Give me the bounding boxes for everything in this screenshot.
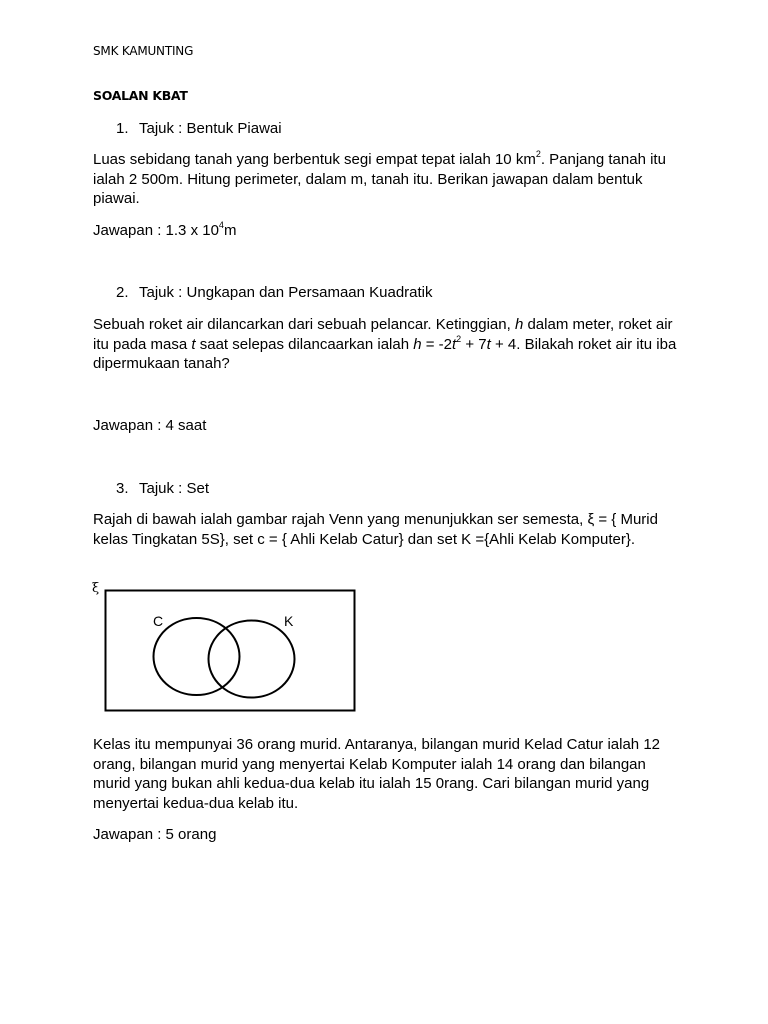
question-1-superscript: 2	[535, 149, 541, 159]
universal-set-symbol: ξ	[92, 581, 100, 596]
question-3-text: Rajah di bawah ialah gambar rajah Venn yang menunjukkan ser semesta, ξ = { Murid kelas Tingkatan 5S}, set c = { Ahli Kelab Catur} dan set K ={Ahli Kelab Komputer}.	[93, 511, 658, 548]
variable-t: t	[486, 335, 491, 353]
question-2-text-part: + 7	[461, 335, 487, 353]
answer-superscript: 4	[218, 220, 224, 230]
question-2-topic: Tajuk : Ungkapan dan Persamaan Kuadratik	[139, 284, 433, 301]
question-2-text-part: Sebuah roket air dilancarkan dari sebuah pelancar. Ketinggian,	[93, 316, 515, 333]
question-1-topic: Tajuk : Bentuk Piawai	[139, 120, 282, 137]
set-k-circle	[209, 621, 295, 698]
question-2-text-part: saat selepas dilancaarkan ialah	[195, 335, 414, 353]
variable-t: t	[191, 335, 196, 353]
set-k-label: K	[284, 613, 294, 629]
question-2-answer: Jawapan : 4 saat	[93, 417, 207, 434]
question-3-topic: Tajuk : Set	[139, 480, 210, 497]
answer-part: Jawapan : 1.3 x 10	[93, 222, 219, 239]
set-c-label: C	[153, 613, 164, 629]
variable-h: h	[514, 316, 524, 333]
question-2-text	[93, 315, 683, 374]
question-1-heading	[116, 119, 282, 139]
variable-t: t	[452, 335, 457, 353]
variable-h: h	[413, 335, 422, 353]
question-2-superscript: 2	[456, 333, 462, 344]
document-title: SOALAN KBAT	[93, 88, 188, 103]
question-3-answer: Jawapan : 5 orang	[93, 826, 217, 843]
question-1-answer	[93, 221, 236, 241]
question-2-heading	[116, 283, 433, 303]
question-3-heading	[116, 479, 209, 499]
question-2-text-part: = -2	[421, 335, 452, 353]
question-1-text-part: . Panjang tanah itu ialah 2 500m. Hitung perimeter, dalam m, tanah itu. Berikan jawapan dalam bentuk piawai.	[93, 151, 666, 207]
school-header: SMK KAMUNTING	[93, 44, 194, 58]
question-2-text-part: + 4. Bilakah roket air itu iba dipermukaan tanah?	[93, 335, 677, 372]
question-1-text-part: Luas sebidang tanah yang berbentuk segi empat tepat ialah 10 km	[93, 151, 536, 168]
question-1-number: 1.	[116, 120, 129, 137]
question-3-text-2: Kelas itu mempunyai 36 orang murid. Antaranya, bilangan murid Kelad Catur ialah 12 orang, bilangan murid yang menyertai Kelab Komputer ialah 14 orang dan bilangan murid yang bukan ahli kedua-dua kelab itu ialah 15 0rang. Cari bilangan murid yang menyertai kedua-dua kelab itu.	[93, 736, 660, 812]
question-2-number: 2.	[116, 284, 129, 301]
answer-part: m	[223, 222, 237, 239]
question-3-number: 3.	[116, 480, 129, 497]
question-2-text-part: dalam meter, roket air itu pada masa	[93, 316, 673, 353]
set-c-circle	[154, 618, 240, 695]
venn-diagram	[104, 589, 356, 713]
question-1-text	[93, 150, 683, 209]
